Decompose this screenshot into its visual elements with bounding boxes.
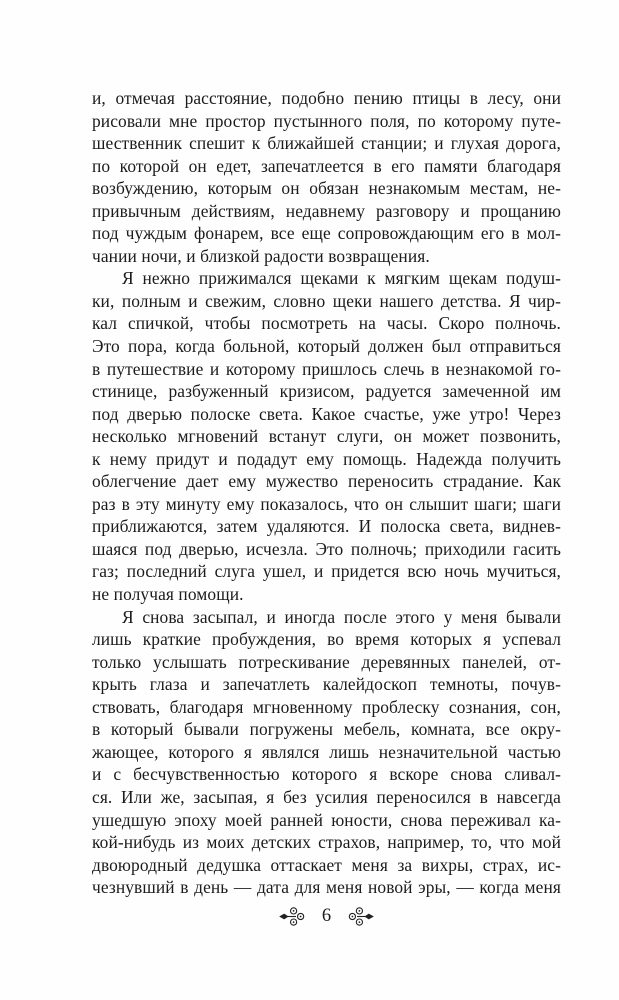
text-line: облегчение дает ему мужество переносить страдание. Как [92,471,561,492]
text-line: лишь краткие пробуждения, во время которых я успевал [92,629,561,650]
text-line: и с бесчувственностью которого я вскоре снова сливал- [92,764,561,785]
text-line: к нему придут и подадут ему помощь. Надежда получить [92,448,561,469]
page-number: 6 [321,905,332,926]
text-line: ся. Или же, засыпая, я без усилия переносился в навсегда [92,786,561,807]
text-line: ки, полным и свежим, словно щеки нашего детства. Я чир- [92,290,561,311]
paragraph [92,606,561,899]
text-line: жающее, которого я являлся лишь незначительной частью [92,741,561,762]
text-line: в который бывали погружены мебель, комната, все окру- [92,719,561,740]
text-line: чании ночи, и близкой радости возвращения. [92,245,430,266]
text-line: чезнувший в день — дата для меня новой эры, — когда меня [92,877,561,898]
text-line: по которой он едет, запечатлеется в его памяти благодаря [92,155,561,176]
text-line: несколько мгновений встанут слуги, он может позвонить, [92,426,561,447]
text-line: только услышать потрескивание деревянных панелей, от- [92,651,561,672]
text-line: привычным действиям, недавнему разговору и прощанию [92,200,561,221]
text-line: и, отмечая расстояние, подобно пению птицы в лесу, они [92,88,561,108]
text-line: стинице, разбуженный кризисом, радуется замеченной им [92,381,561,402]
text-line: под чуждым фонарем, все еще сопровождающим его в мол- [92,223,561,244]
text-line: двоюродный дедушка оттаскает меня за вихры, страх, ис- [92,854,561,875]
text-line: шаяся под дверью, исчезла. Это полночь; приходили гасить [92,538,561,559]
text-line: кой-нибудь из моих детских страхов, например, то, что мой [92,832,561,853]
text-line: приближаются, затем удаляются. И полоска света, виднев- [92,516,561,537]
fleuron-right-icon [348,906,375,927]
text-line: шественник спешит к ближайшей станции; и глухая дорога, [92,133,561,154]
fleuron-left-icon [278,906,305,927]
paragraph [92,87,561,267]
text-line: в путешествие и которому пришлось слечь в незнакомой го- [92,358,561,379]
paragraph [92,267,561,605]
page-footer [92,901,561,931]
text-line: крыть глаза и запечатлеть калейдоскоп темноты, почув- [92,674,561,695]
text-line: раз в эту минуту ему показалось, что он слышит шаги; шаги [92,493,561,514]
text-line: под дверью полоске света. Какое счастье, уже утро! Через [92,403,561,424]
text-line: ствовать, благодаря мгновенному проблеску сознания, сон, [92,696,561,717]
text-block [92,87,561,899]
text-line: Я снова засыпал, и иногда после этого у меня бывали [122,606,561,627]
text-line: рисовали мне простор пустынного поля, по которому путе- [92,110,561,131]
text-line: ушедшую эпоху моей ранней юности, снова переживал ка- [92,809,561,830]
text-line: газ; последний слуга ушел, и придется всю ночь мучиться, [92,561,561,582]
text-line: не получая помощи. [92,584,244,605]
text-line: Это пора, когда больной, который должен был отправиться [92,336,561,357]
text-line: кал спичкой, чтобы посмотреть на часы. Скоро полночь. [92,313,561,334]
text-line: возбуждению, которым он обязан незнакомым местам, не- [92,178,561,199]
text-line: Я нежно прижимался щеками к мягким щекам подуш- [122,268,561,289]
